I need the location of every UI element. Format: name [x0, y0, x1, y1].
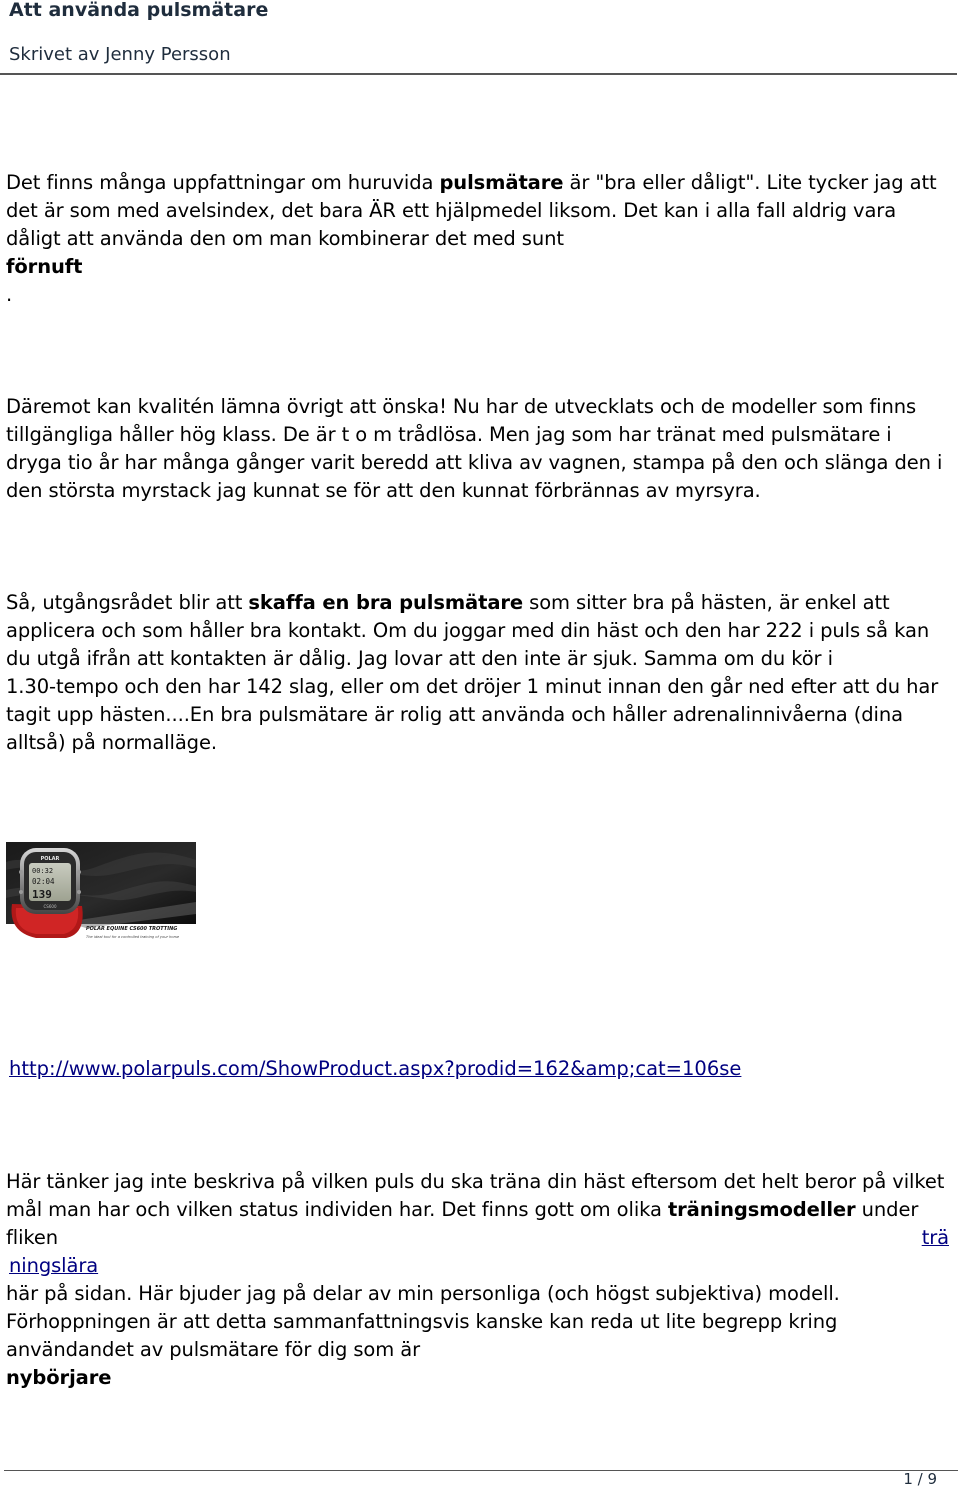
paragraph-line: applicera och som håller bra kontakt. Om du joggar med din häst och den har 222 i puls så kan [6, 619, 930, 642]
paragraph-line: du utgå ifrån att kontakten är dålig. Jag lovar att den inte är sjuk. Samma om du kör i [6, 647, 833, 670]
display-time-mid: 02:04 [32, 877, 55, 886]
paragraph-line: Däremot kan kvalitén lämna övrigt att önska! Nu har de utvecklats och de modeller som finns [6, 395, 917, 418]
bold-keyword: förnuft [6, 255, 83, 278]
model-label: CS600 [43, 904, 57, 909]
product-link[interactable]: http://www.polarpuls.com/ShowProduct.aspx?prodid=162&amp;cat=106se [9, 1057, 742, 1080]
text-run: fliken [6, 1226, 59, 1249]
page-number: 1 / 9 [903, 1470, 937, 1488]
paragraph-training [6, 1168, 951, 1392]
text-run: Det finns många uppfattningar om huruvida [6, 171, 440, 194]
bold-keyword: pulsmätare [439, 171, 564, 194]
paragraph-line [6, 253, 951, 281]
display-time-top: 00:32 [32, 867, 54, 875]
text-run: som sitter bra på hästen, är enkel att [523, 591, 890, 614]
paragraph-line: den största myrstack jag kunnat se för att den kunnat förbrännas av myrsyra. [6, 479, 761, 502]
training-tab-link-part1[interactable]: trä [921, 1226, 949, 1249]
paragraph-line [6, 589, 951, 617]
paragraph-line: alltså) på normalläge. [6, 731, 217, 754]
paragraph-line [6, 1224, 951, 1252]
bold-keyword: nybörjare [6, 1366, 112, 1389]
bold-keyword: träningsmodeller [667, 1198, 856, 1221]
author-byline: Skrivet av Jenny Persson [9, 44, 231, 65]
paragraph-quality [6, 393, 951, 505]
text-run: mål man har och vilken status individen har. Det finns gott om olika [6, 1198, 668, 1221]
paragraph-intro [6, 169, 951, 309]
heart-rate-monitor-image [6, 842, 196, 946]
training-tab-link-part2[interactable]: ningslära [9, 1254, 99, 1277]
header-divider [0, 73, 957, 75]
text-run: under [855, 1198, 919, 1221]
paragraph-line [6, 169, 951, 197]
display-pulse: 139 [32, 888, 52, 901]
paragraph-line: 1.30-tempo och den har 142 slag, eller om det dröjer 1 minut innan den går ned efter att du har [6, 675, 939, 698]
paragraph-line [6, 1196, 951, 1224]
paragraph-line [6, 1364, 951, 1392]
product-caption: POLAR EQUINE CS600 TROTTING [86, 926, 178, 932]
paragraph-line: tillgängliga håller hög klass. De är t o m trådlösa. Men jag som har tränat med pulsmätare i [6, 423, 892, 446]
paragraph-line [6, 1252, 951, 1280]
paragraph-line: här på sidan. Här bjuder jag på delar av min personliga (och högst subjektiva) modell. [6, 1282, 840, 1305]
text-run: är "bra eller dåligt". Lite tycker jag att [563, 171, 937, 194]
paragraph-line: Här tänker jag inte beskriva på vilken puls du ska träna din häst eftersom det helt beror på vilket [6, 1170, 945, 1193]
page-title: Att använda pulsmätare [9, 0, 269, 21]
paragraph-advice [6, 589, 951, 757]
product-tagline: The ideal tool for a controlled training of your horse [86, 935, 180, 939]
paragraph-line: dryga tio år har många gånger varit beredd att kliva av vagnen, stampa på den och slänga den i [6, 451, 943, 474]
paragraph-line: det är som med avelsindex, det bara ÄR ett hjälpmedel liksom. Det kan i alla fall aldrig vara [6, 199, 897, 222]
text-run: Så, utgångsrådet blir att [6, 591, 249, 614]
paragraph-line: Förhoppningen är att detta sammanfattningsvis kanske kan reda ut lite begrepp kring [6, 1310, 838, 1333]
paragraph-line: tagit upp hästen....En bra pulsmätare är rolig att använda och håller adrenalinnivåerna (dina [6, 703, 903, 726]
bold-keyword: skaffa en bra pulsmätare [248, 591, 524, 614]
paragraph-line: dåligt att använda den om man kombinerar det med sunt [6, 227, 564, 250]
product-photo [6, 842, 196, 946]
footer-divider [4, 1470, 958, 1471]
paragraph-line: . [6, 283, 13, 306]
paragraph-line: användandet av pulsmätare för dig som är [6, 1338, 421, 1361]
brand-logo: POLAR [40, 856, 60, 862]
